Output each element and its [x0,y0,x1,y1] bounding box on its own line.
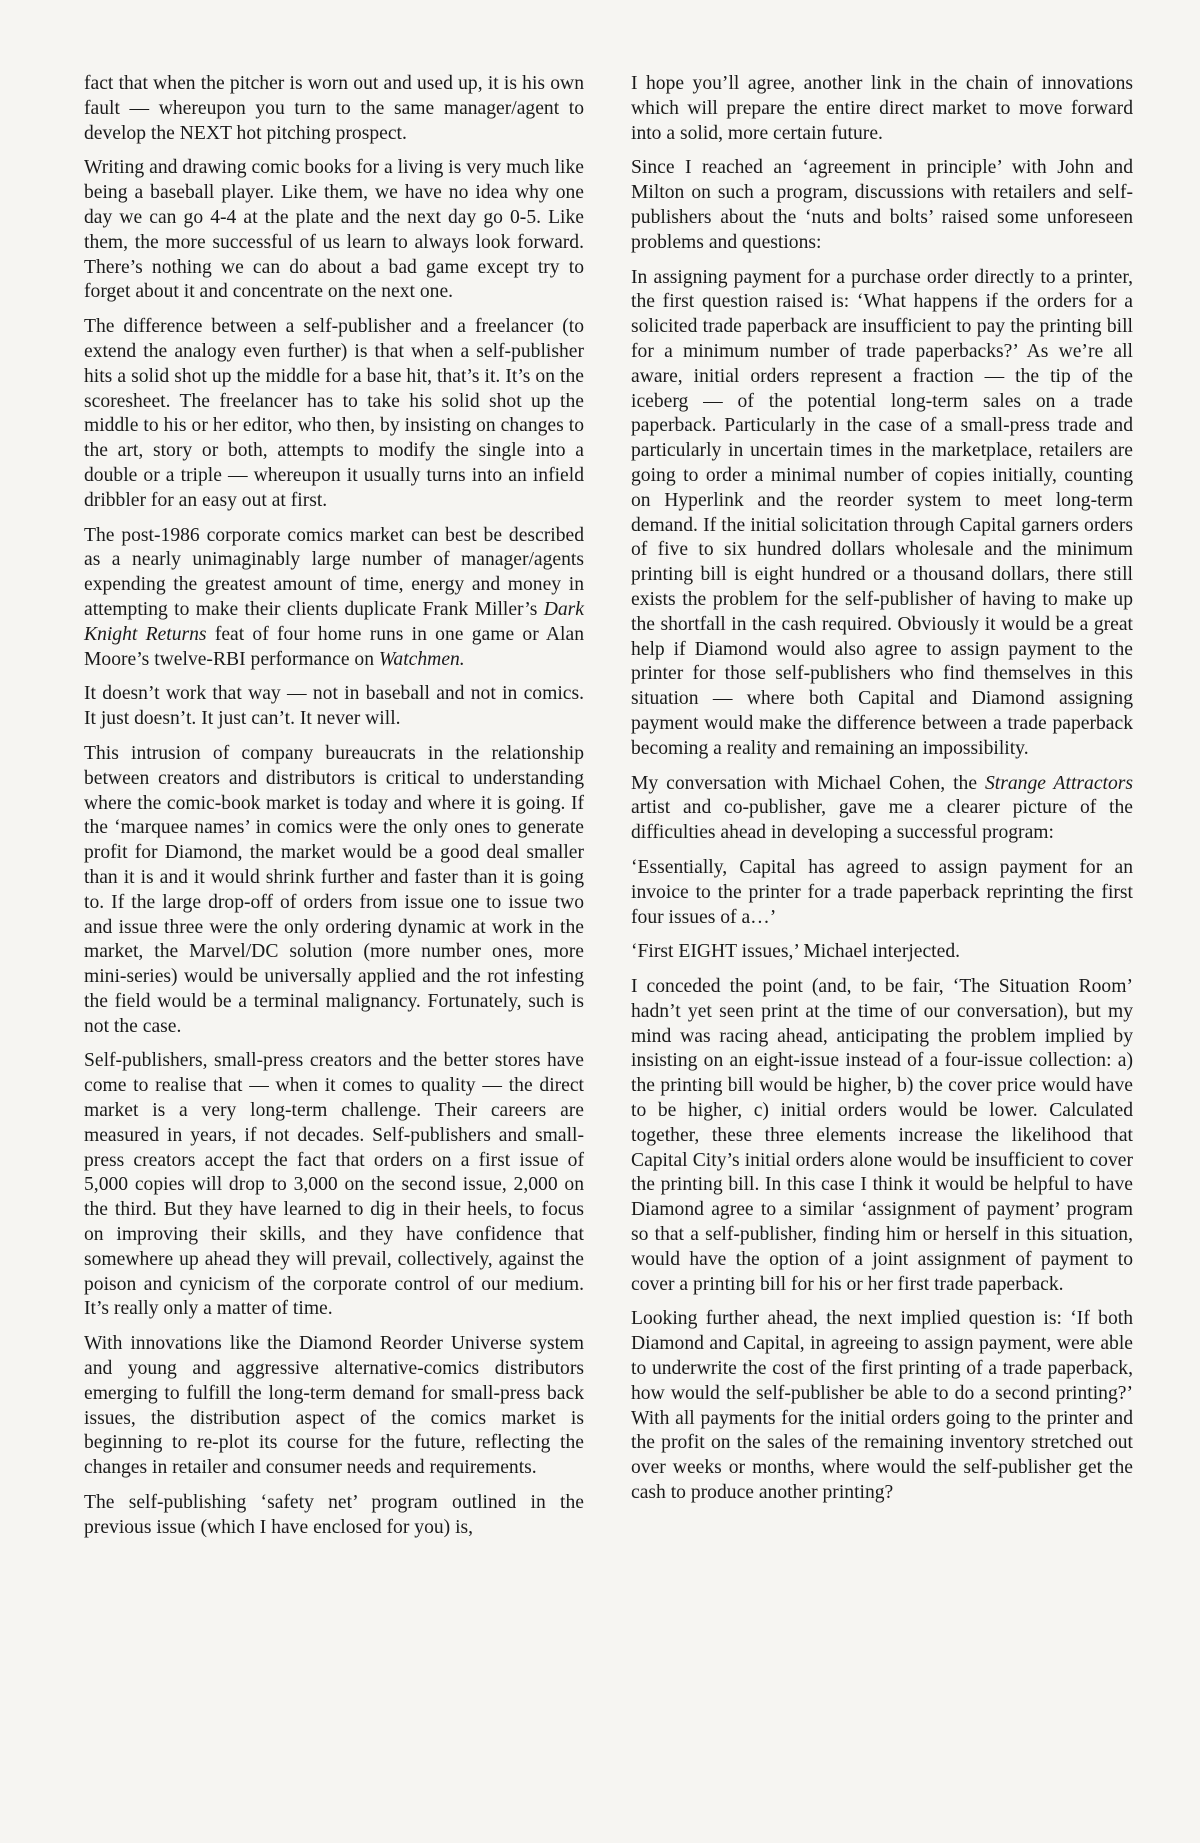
paragraph: Since I reached an ‘agreement in principle’ with John and Milton on such a program, discussions with retailers and self-publishers about the ‘nuts and bolts’ raised some unforeseen problems and questions: [631,157,1133,253]
italic-title: Strange Attractors [985,772,1134,794]
paragraph [84,524,584,673]
paragraph: It doesn’t work that way — not in baseball and not in comics. It just doesn’t. It just can’t. It never will. [84,683,584,730]
left-column [84,72,584,1551]
paragraph: Writing and drawing comic books for a living is very much like being a baseball player. Like them, we have no idea why one day we can go 4-4 at the plate and the next day go 0-5. Like them, the more successful of us learn to always look forward. There’s nothing we can do about a bad game except try to forget about it and concentrate on the next one. [84,157,584,303]
paragraph: I hope you’ll agree, another link in the chain of innovations which will prepare the entire direct market to move forward into a solid, more certain future. [631,73,1133,144]
text-span: My conversation with Michael Cohen, the [631,772,985,794]
right-column [631,72,1133,1516]
paragraph: The self-publishing ‘safety net’ program outlined in the previous issue (which I have enclosed for you) is, [84,1492,584,1538]
text-span: artist and co-publisher, gave me a clearer picture of the difficulties ahead in developing a successful program: [631,797,1133,844]
paragraph: The difference between a self-publisher and a freelancer (to extend the analogy even further) is that when a self-publisher hits a solid shot up the middle for a base hit, that’s it. It’s on the scoresheet. The freelancer has to take his solid shot up the middle to his or her editor, who then, by insisting on changes to the art, story or both, attempts to modify the single into a double or a triple — whereupon it usually turns into an infield dribbler for an easy out at first. [84,316,584,511]
paragraph: With innovations like the Diamond Reorder Universe system and young and aggressive alternative-comics distributors emerging to fulfill the long-term demand for small-press back issues, the distribution aspect of the comics market is beginning to re-plot its course for the future, reflecting the changes in retailer and consumer needs and requirements. [84,1333,584,1479]
text-span: feat of four home runs in one game or Alan Moore’s twelve-RBI performance on [84,623,584,670]
paragraph [631,772,1133,846]
italic-title: Dark Knight Returns [84,598,584,645]
paragraph: ‘Essentially, Capital has agreed to assign payment for an invoice to the printer for a trade paperback reprinting the first four issues of a…’ [631,856,1133,928]
italic-title: Watchmen. [378,648,465,670]
paragraph: I conceded the point (and, to be fair, ‘The Situation Room’ hadn’t yet seen print at the time of our conversation), but my mind was racing ahead, anticipating the problem implied by insisting on an eight-issue instead of a four-issue collection: a) the printing bill would be higher, b) the cover price would have to be higher, c) initial orders would be lower. Calculated together, these three elements increase the likelihood that Capital City’s initial orders alone would be insufficient to cover the printing bill. In this case I think it would be helpful to have Diamond agree to a similar ‘assignment of payment’ program so that a self-publisher, finding him or herself in this situation, would have the option of a joint assignment of payment to cover a printing bill for his or her first trade paperback. [631,976,1133,1295]
paragraph: Looking further ahead, the next implied question is: ‘If both Diamond and Capital, in agreeing to assign payment, were able to underwrite the cost of the first printing of a trade paperback, how would the self-publisher be able to do a second printing?’ With all payments for the initial orders going to the printer and the profit on the sales of the remaining inventory stretched out over weeks or months, where would the self-publisher get the cash to produce another printing? [631,1308,1133,1504]
paragraph: ‘First EIGHT issues,’ Michael interjected. [631,941,961,963]
paragraph: In assigning payment for a purchase order directly to a printer, the first question raised is: ‘What happens if the orders for a solicited trade paperback are insufficient to pay the printing bill for a minimum number of trade paperbacks?’ As we’re all aware, initial orders represent a fraction — the tip of the iceberg — of the potential long-term sales on a trade paperback. Particularly in the case of a small-press trade and particularly in uncertain times in the marketplace, retailers are going to order a minimal number of copies initially, counting on Hyperlink and the reorder system to meet long-term demand. If the initial solicitation through Capital garners orders of five to six hundred dollars wholesale and the minimum printing bill is eight hundred or a thousand dollars, there still exists the problem for the self-publisher of having to make up the shortfall in the cash required. Obviously it would be a great help if Diamond would also agree to assign payment to the printer for those self-publishers who find themselves in this situation — where both Capital and Diamond assigning payment would make the difference between a trade paperback becoming a reality and remaining an impossibility. [631,266,1133,759]
text-span: The post-1986 corporate comics market can best be described as a nearly unimaginably large number of manager/agents expending the greatest amount of time, energy and money in attempting to make their clients duplicate Frank Miller’s [84,524,584,620]
paragraph: This intrusion of company bureaucrats in the relationship between creators and distributors is critical to understanding where the comic-book market is today and where it is going. If the ‘marquee names’ in comics were the only ones to generate profit for Diamond, the market would be a good deal smaller than it is and it would shrink further and faster than it is going to. If the large drop-off of orders from issue one to issue two and issue three were the only ordering dynamic at work in the market, the Marvel/DC solution (more number ones, more mini-series) would be universally applied and the rot infesting the field would be a terminal malignancy. Fortunately, such is not the case. [84,742,584,1037]
paragraph: fact that when the pitcher is worn out and used up, it is his own fault — whereupon you turn to the same manager/agent to develop the NEXT hot pitching prospect. [84,73,584,144]
paragraph: Self-publishers, small-press creators and the better stores have come to realise that — when it comes to quality — the direct market is a very long-term challenge. Their careers are measured in years, if not decades. Self-publishers and small-press creators accept the fact that orders on a first issue of 5,000 copies will drop to 3,000 on the second issue, 2,000 on the third. But they have learned to dig in their heels, to focus on improving their skills, and they have confidence that somewhere up ahead they will prevail, collectively, against the poison and cynicism of the corporate control of our medium. It’s really only a matter of time. [84,1050,584,1320]
